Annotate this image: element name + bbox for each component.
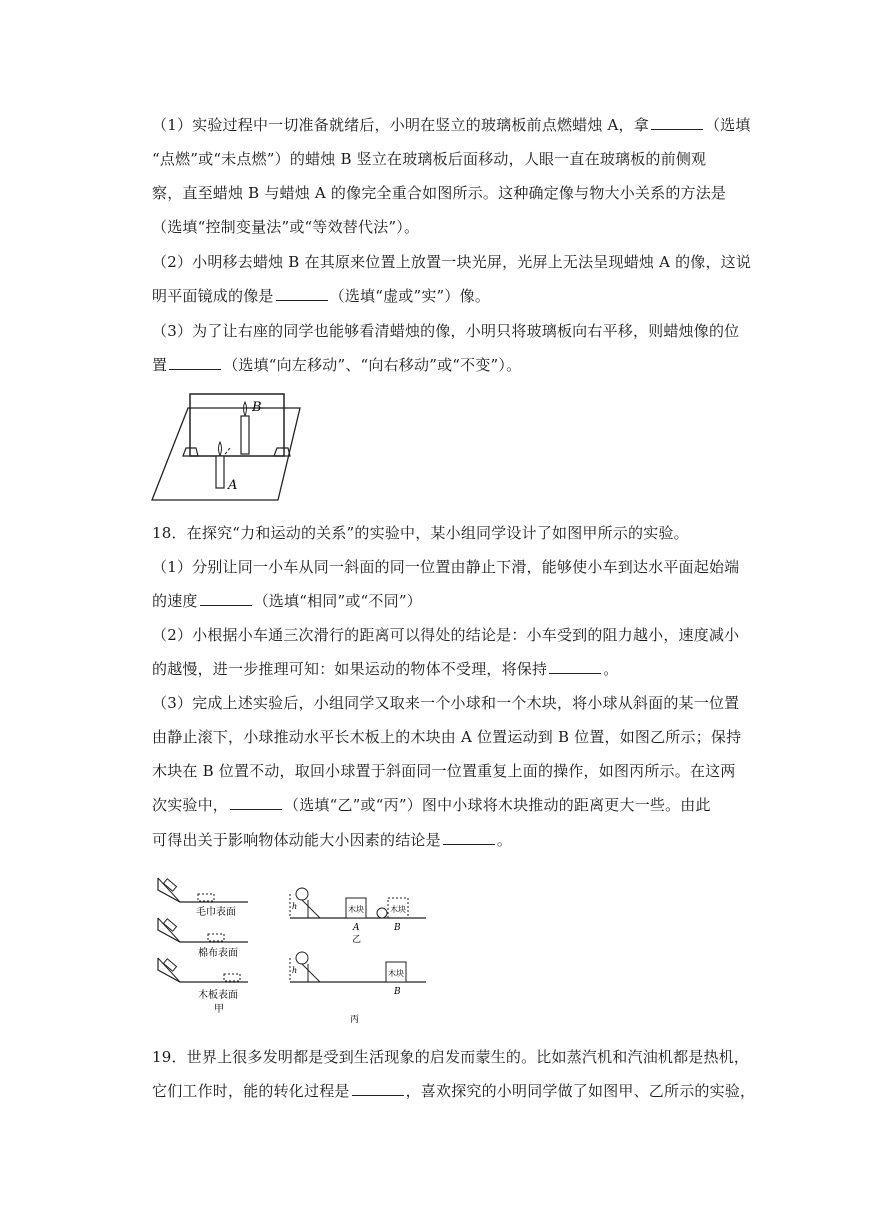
surface2-label: 棉布表面 (198, 948, 238, 959)
answer-blank[interactable] (651, 115, 703, 130)
answer-blank[interactable] (549, 659, 601, 674)
answer-blank[interactable] (230, 795, 282, 810)
q17-p1-line4: （选填“控制变量法”或“等效替代法”）。 (152, 218, 420, 236)
answer-blank[interactable] (169, 355, 221, 370)
q17-p1-line1: （1）实验过程中一切准备就绪后，小明在竖立的玻璃板前点燃蜡烛 A，拿 （选填 (152, 116, 751, 134)
q18-p3-line1: （3）完成上述实验后，小组同学又取来一个小球和一个木块，将小球从斜面的某一位置 (152, 694, 740, 712)
q18-p3-line2: 由静止滚下，小球推动水平长木板上的木块由 A 位置运动到 B 位置，如图乙所示；保持 (152, 728, 742, 746)
plane-mirror-figure (150, 388, 310, 503)
surface1-label: 毛巾表面 (196, 907, 236, 918)
height-label: h (292, 902, 298, 911)
figure-yi-label: 乙 (352, 935, 362, 945)
q17-p1-line3: 察，直至蜡烛 B 与蜡烛 A 的像完全重合如图所示。这种确定像与物大小关系的方法是 (152, 184, 727, 202)
q18-p2-line2: 的越慢，进一步推理可知：如果运动的物体不受理，将保持 。 (152, 660, 619, 678)
candle-b-label: B (252, 400, 262, 415)
pos-a-label: A (353, 923, 360, 933)
q19-line2: 它们工作时，能的转化过程是 ，喜欢探究的小明同学做了如图甲、乙所示的实验， (152, 1082, 756, 1100)
q18-p3-line5: 可得出关于影响物体动能大小因素的结论是 。 (152, 831, 513, 849)
answer-blank[interactable] (276, 286, 328, 301)
q18-p2-line1: （2）小根据小车通三次滑行的距离可以得处的结论是：小车受到的阻力越小，速度减小 (152, 626, 740, 644)
block-label-b: 木块 (390, 905, 406, 914)
q17-p2-line1: （2）小明移去蜡烛 B 在其原来位置上放置一块光屏，光屏上无法呈现蜡烛 A 的像，这说 (152, 253, 752, 271)
pos-b-label-2: B (394, 987, 401, 997)
q17-p1-line2: “点燃”或“未点燃”）的蜡烛 B 竖立在玻璃板后面移动，人眼一直在玻璃板的前侧观 (152, 150, 707, 168)
block-label: 木块 (348, 905, 364, 914)
q18-p1-line2: 的速度 （选填“相同”或“不同”） (152, 592, 422, 610)
answer-blank[interactable] (352, 1081, 404, 1096)
figure-bing-label: 丙 (350, 1015, 360, 1025)
answer-blank[interactable] (443, 830, 495, 845)
cart-surfaces-figure (150, 870, 260, 1030)
q19-line1: 19．世界上很多发明都是受到生活现象的启发而蒙生的。比如蒸汽机和汽油机都是热机， (152, 1048, 750, 1066)
q18-p3-line4: 次实验中， （选填“乙”或“丙”）图中小球将木块推动的距离更大一些。由此 (152, 796, 711, 814)
q17-p3-line2: 置 （选填“向左移动”、“向右移动”或“不变”）。 (152, 356, 522, 374)
ball-block-figure (280, 878, 430, 1028)
block-label-c: 木块 (388, 969, 404, 978)
q17-p3-line1: （3）为了让右座的同学也能够看清蜡烛的像，小明只将玻璃板向右平移，则蜡烛像的位 (152, 322, 740, 340)
q18-p1-line1: （1）分别让同一小车从同一斜面的同一位置由静止下滑，能够使小车到达水平面起始端 (152, 558, 740, 576)
candle-a-label: A (228, 478, 238, 493)
q17-p2-line2: 明平面镜成的像是 （选填“虚或”实”）像。 (152, 287, 491, 305)
surface3-label: 木板表面 (198, 990, 238, 1001)
q18-title: 18．在探究“力和运动的关系”的实验中，某小组同学设计了如图甲所示的实验。 (152, 524, 689, 542)
q18-p3-line3: 木块在 B 位置不动，取回小球置于斜面同一位置重复上面的操作，如图丙所示。在这两 (152, 762, 736, 780)
pos-b-label: B (394, 923, 401, 933)
answer-blank[interactable] (200, 591, 252, 606)
figure-jia-label: 甲 (214, 1004, 224, 1015)
height-label-2: h (292, 966, 298, 975)
